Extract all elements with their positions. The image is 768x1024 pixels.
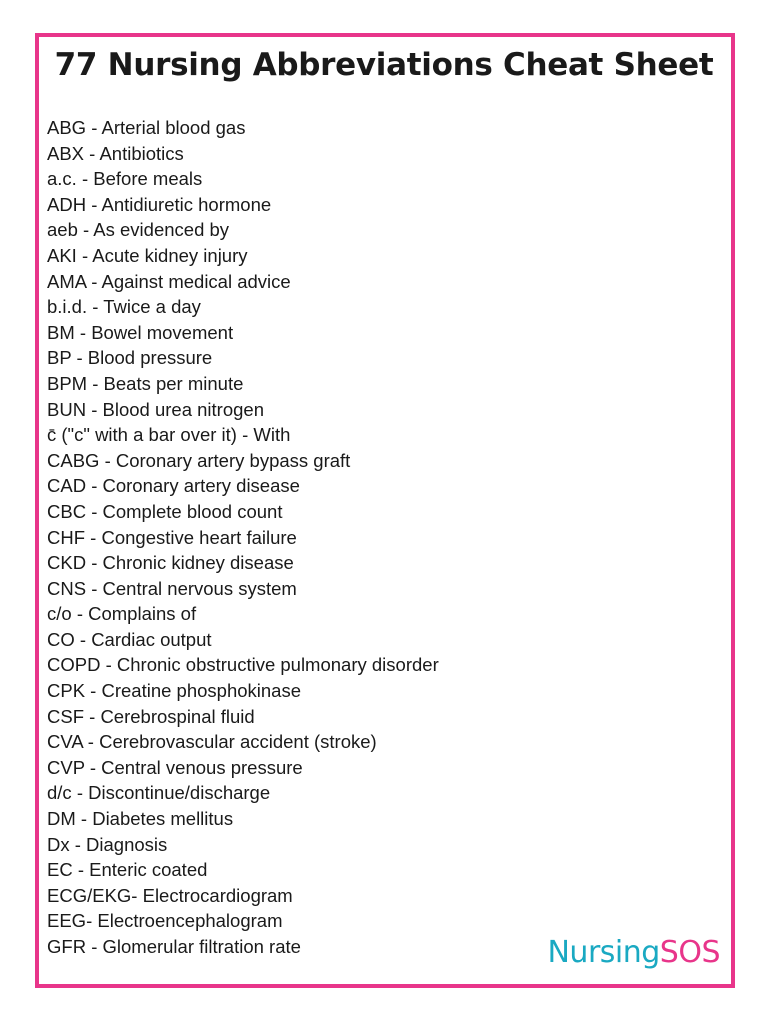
list-item: CPK - Creatine phosphokinase	[47, 680, 302, 702]
list-item: AKI - Acute kidney injury	[47, 244, 248, 266]
list-item: EC - Enteric coated	[47, 859, 208, 881]
list-item: AMA - Against medical advice	[47, 270, 291, 292]
list-item: DM - Diabetes mellitus	[47, 808, 234, 830]
logo-text-sos: SOS	[659, 935, 720, 970]
list-item: Dx - Diagnosis	[47, 833, 168, 855]
list-item: CVA - Cerebrovascular accident (stroke)	[47, 731, 377, 753]
abbreviation-list	[47, 115, 439, 960]
list-item: CHF - Congestive heart failure	[47, 526, 297, 548]
list-item: ABX - Antibiotics	[47, 142, 184, 164]
list-item: EEG- Electroencephalogram	[47, 910, 283, 932]
list-item: GFR - Glomerular filtration rate	[47, 936, 301, 957]
list-item: CNS - Central nervous system	[47, 577, 297, 599]
list-item: ADH - Antidiuretic hormone	[47, 193, 272, 215]
list-item: c̄ ("c" with a bar over it) - With	[47, 424, 291, 446]
list-item: a.c. - Before meals	[47, 168, 203, 190]
list-item: CAD - Coronary artery disease	[47, 475, 300, 497]
logo-text-nursing: Nursing	[547, 935, 660, 970]
list-item: ABG - Arterial blood gas	[47, 117, 246, 138]
list-item: BUN - Blood urea nitrogen	[47, 398, 264, 420]
list-item: CKD - Chronic kidney disease	[47, 552, 294, 574]
list-item: c/o - Complains of	[47, 603, 197, 625]
list-item: CBC - Complete blood count	[47, 500, 283, 522]
list-item: COPD - Chronic obstructive pulmonary disorder	[47, 654, 439, 676]
page-title: 77 Nursing Abbreviations Cheat Sheet	[54, 47, 714, 83]
list-item: d/c - Discontinue/discharge	[47, 782, 271, 804]
list-item: CABG - Coronary artery bypass graft	[47, 449, 351, 471]
list-item: BM - Bowel movement	[47, 321, 234, 343]
list-item: BP - Blood pressure	[47, 347, 213, 369]
list-item: CO - Cardiac output	[47, 628, 212, 650]
list-item: CSF - Cerebrospinal fluid	[47, 705, 255, 727]
list-item: CVP - Central venous pressure	[47, 756, 303, 778]
list-item: aeb - As evidenced by	[47, 219, 230, 241]
list-item: ECG/EKG- Electrocardiogram	[47, 884, 293, 906]
list-item: b.i.d. - Twice a day	[47, 296, 201, 318]
nursingsos-logo	[547, 935, 720, 970]
list-item: BPM - Beats per minute	[47, 372, 244, 394]
